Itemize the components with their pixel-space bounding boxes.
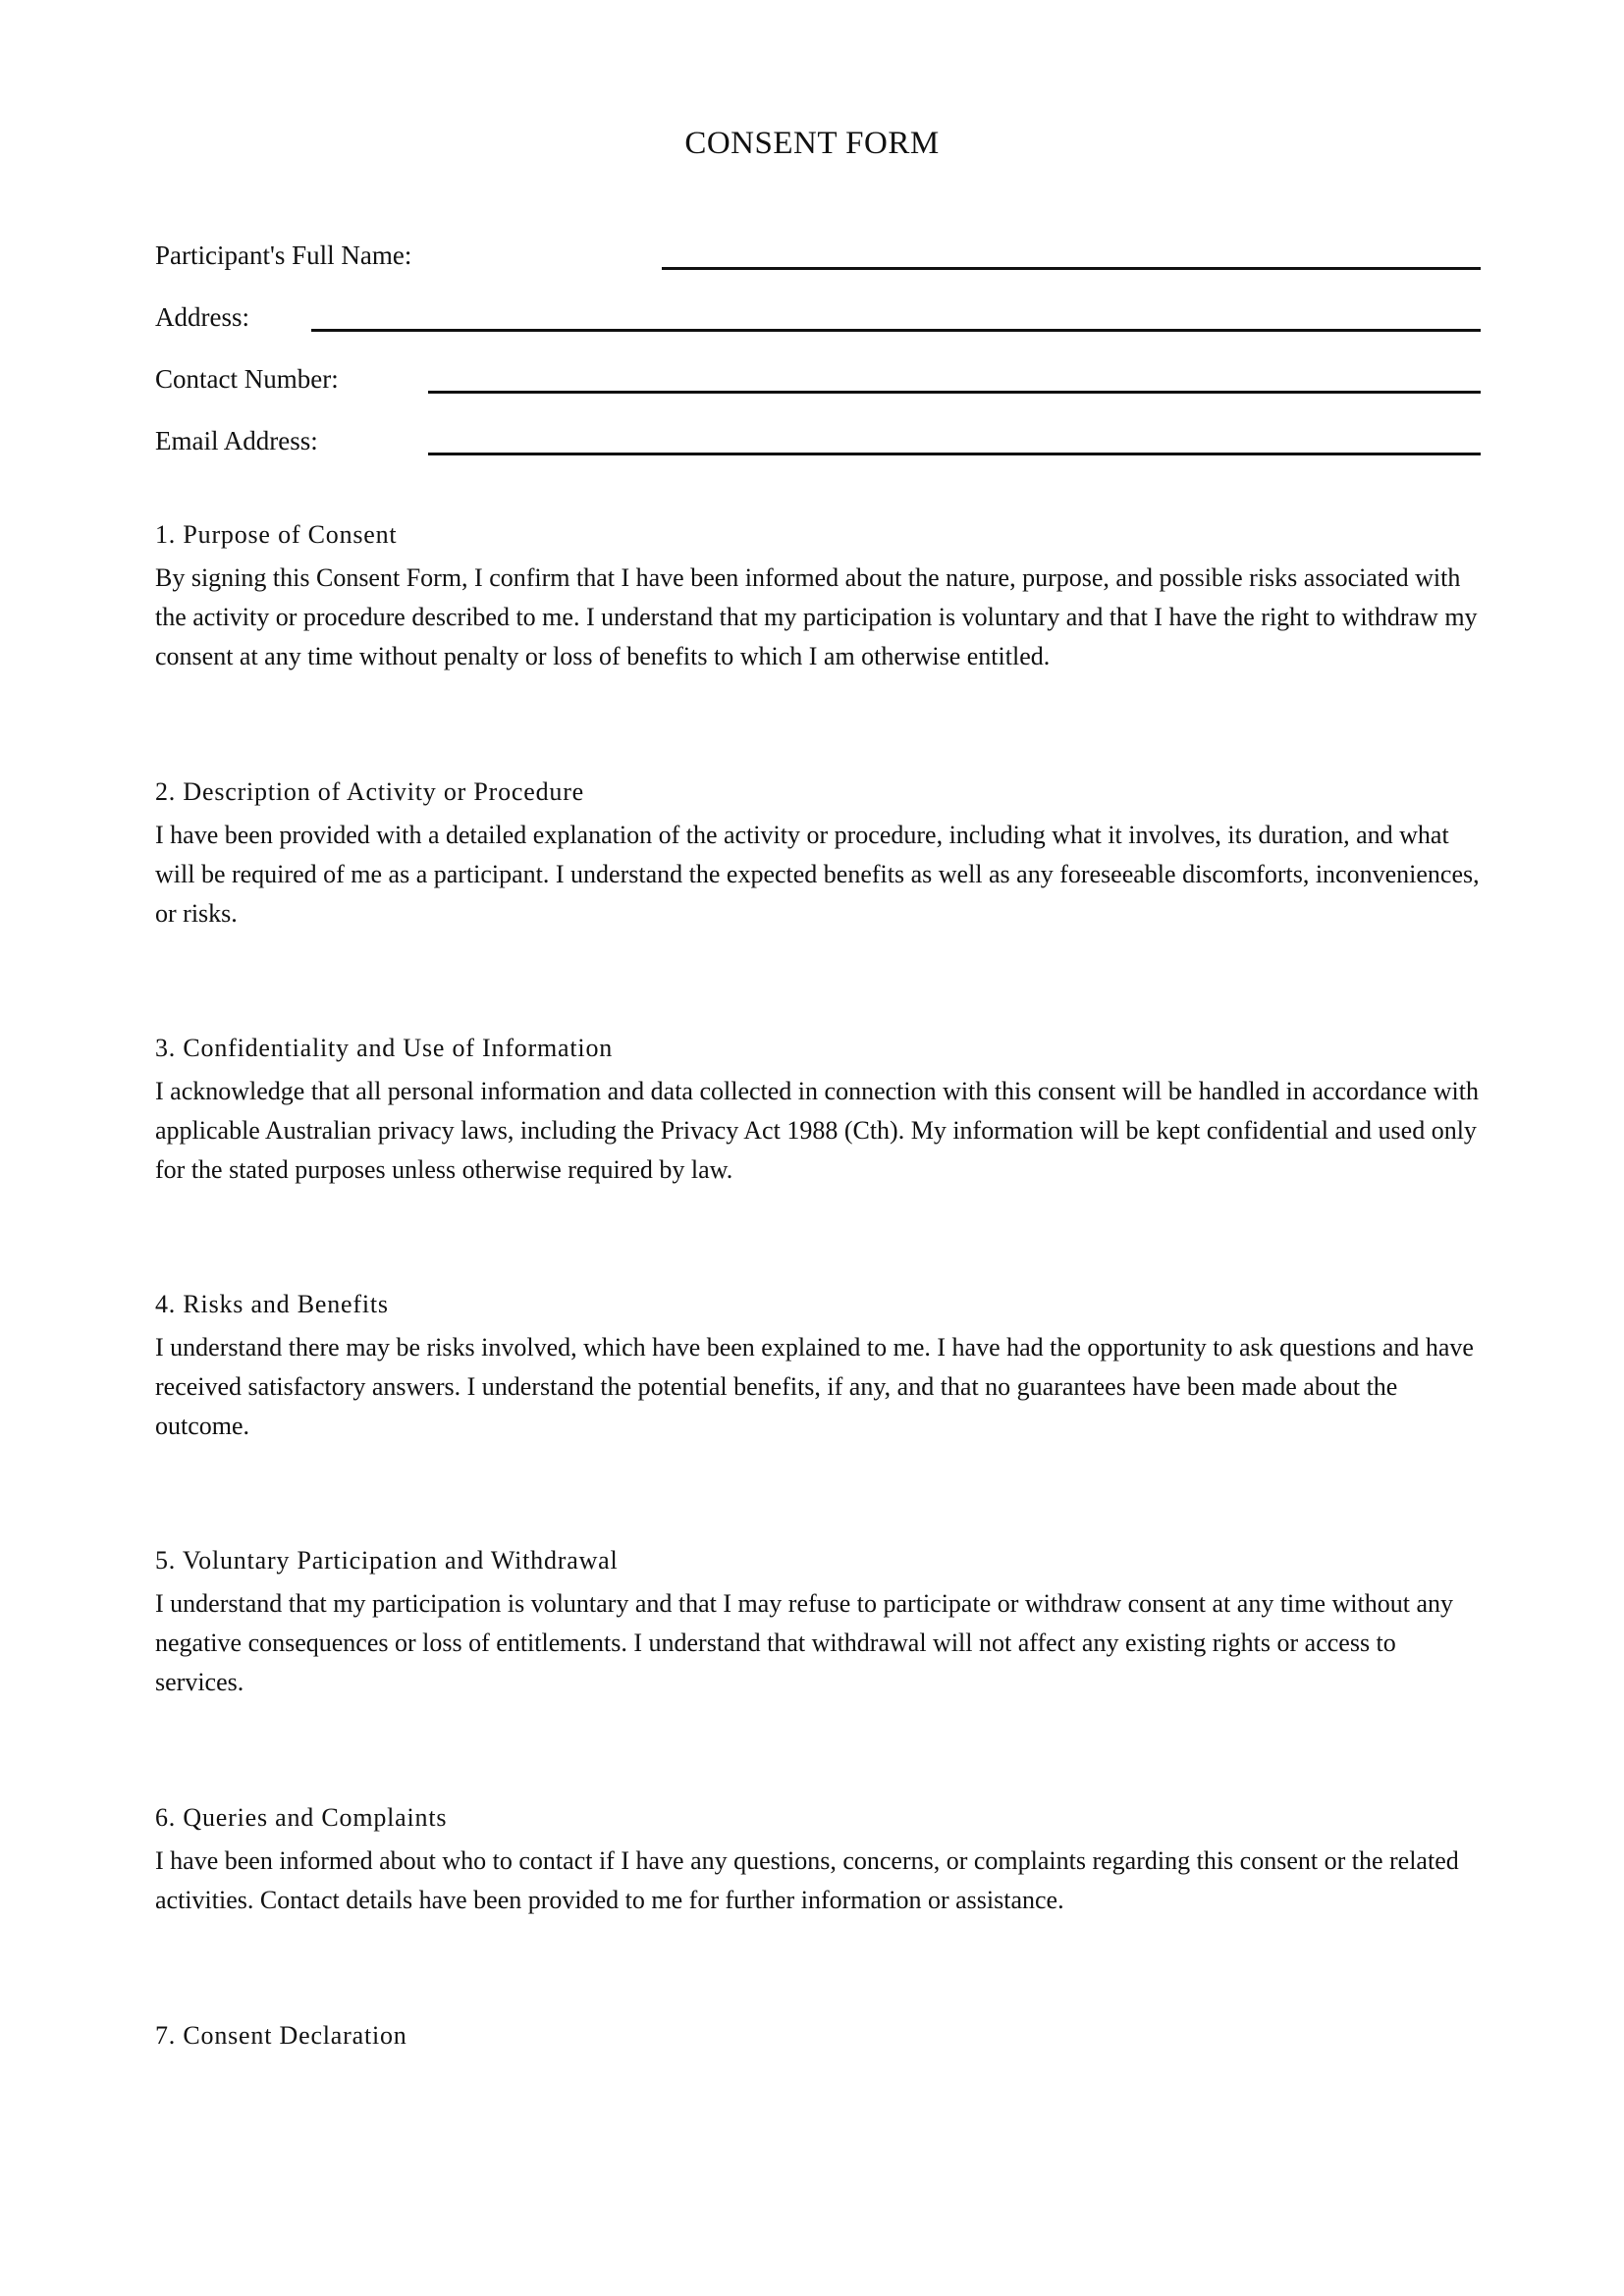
section-heading: 5. Voluntary Participation and Withdrawal	[155, 1546, 619, 1575]
section-body: I have been provided with a detailed explanation of the activity or procedure, including what it involves, its duration, and what will be required of me as a participant. I understand the expected benefits as well as any foreseeable discomforts, inconveniences, or risks.	[155, 821, 1480, 928]
section-heading: 2. Description of Activity or Procedure	[155, 777, 584, 806]
section-heading: 7. Consent Declaration	[155, 2021, 407, 2050]
section-body: I have been informed about who to contact if I have any questions, concerns, or complaints regarding this consent or the related activities. Contact details have been provided to me for further information or assistance.	[155, 1846, 1459, 1914]
email-address-label: Email Address:	[155, 426, 318, 455]
section-risks-and-benefits	[155, 1287, 1481, 1446]
full-name-label: Participant's Full Name:	[155, 240, 412, 270]
address-input-line[interactable]	[311, 329, 1481, 332]
section-consent-declaration	[155, 2018, 1481, 2059]
email-address-input-line[interactable]	[428, 453, 1481, 455]
section-body: I understand there may be risks involved, which have been explained to me. I have had the opportunity to ask questions and have received satisfactory answers. I understand the potential benefits, if any, and that no guarantees have been made about the outcome.	[155, 1333, 1474, 1440]
section-heading: 3. Confidentiality and Use of Information	[155, 1034, 614, 1062]
email-address-field	[155, 421, 1481, 460]
section-queries-and-complaints	[155, 1800, 1481, 1920]
section-body: I understand that my participation is voluntary and that I may refuse to participate or withdraw consent at any time without any negative consequences or loss of entitlements. I understand that withdrawal will not affect any existing rights or access to services.	[155, 1589, 1454, 1696]
page-title: CONSENT FORM	[684, 126, 940, 161]
section-body: By signing this Consent Form, I confirm that I have been informed about the nature, purpose, and possible risks associated with the activity or procedure described to me. I understand that my participation is voluntary and that I have the right to withdraw my consent at any time without penalty or loss of benefits to which I am otherwise entitled.	[155, 563, 1478, 670]
section-description-of-activity	[155, 774, 1481, 934]
address-label: Address:	[155, 302, 249, 332]
section-voluntary-participation	[155, 1543, 1481, 1702]
full-name-input-line[interactable]	[662, 267, 1481, 270]
address-field	[155, 297, 1481, 337]
section-purpose-of-consent	[155, 517, 1481, 676]
contact-number-field	[155, 359, 1481, 399]
section-heading: 1. Purpose of Consent	[155, 520, 398, 549]
contact-number-input-line[interactable]	[428, 391, 1481, 394]
contact-number-label: Contact Number:	[155, 364, 339, 394]
full-name-field	[155, 236, 1481, 275]
section-body: I acknowledge that all personal information and data collected in connection with this consent will be handled in accordance with applicable Australian privacy laws, including the Privacy Act 1988 (Cth). My information will be kept confidential and used only for the stated purposes unless otherwise required by law.	[155, 1077, 1479, 1184]
section-heading: 4. Risks and Benefits	[155, 1290, 389, 1318]
section-confidentiality	[155, 1031, 1481, 1190]
section-heading: 6. Queries and Complaints	[155, 1803, 448, 1832]
